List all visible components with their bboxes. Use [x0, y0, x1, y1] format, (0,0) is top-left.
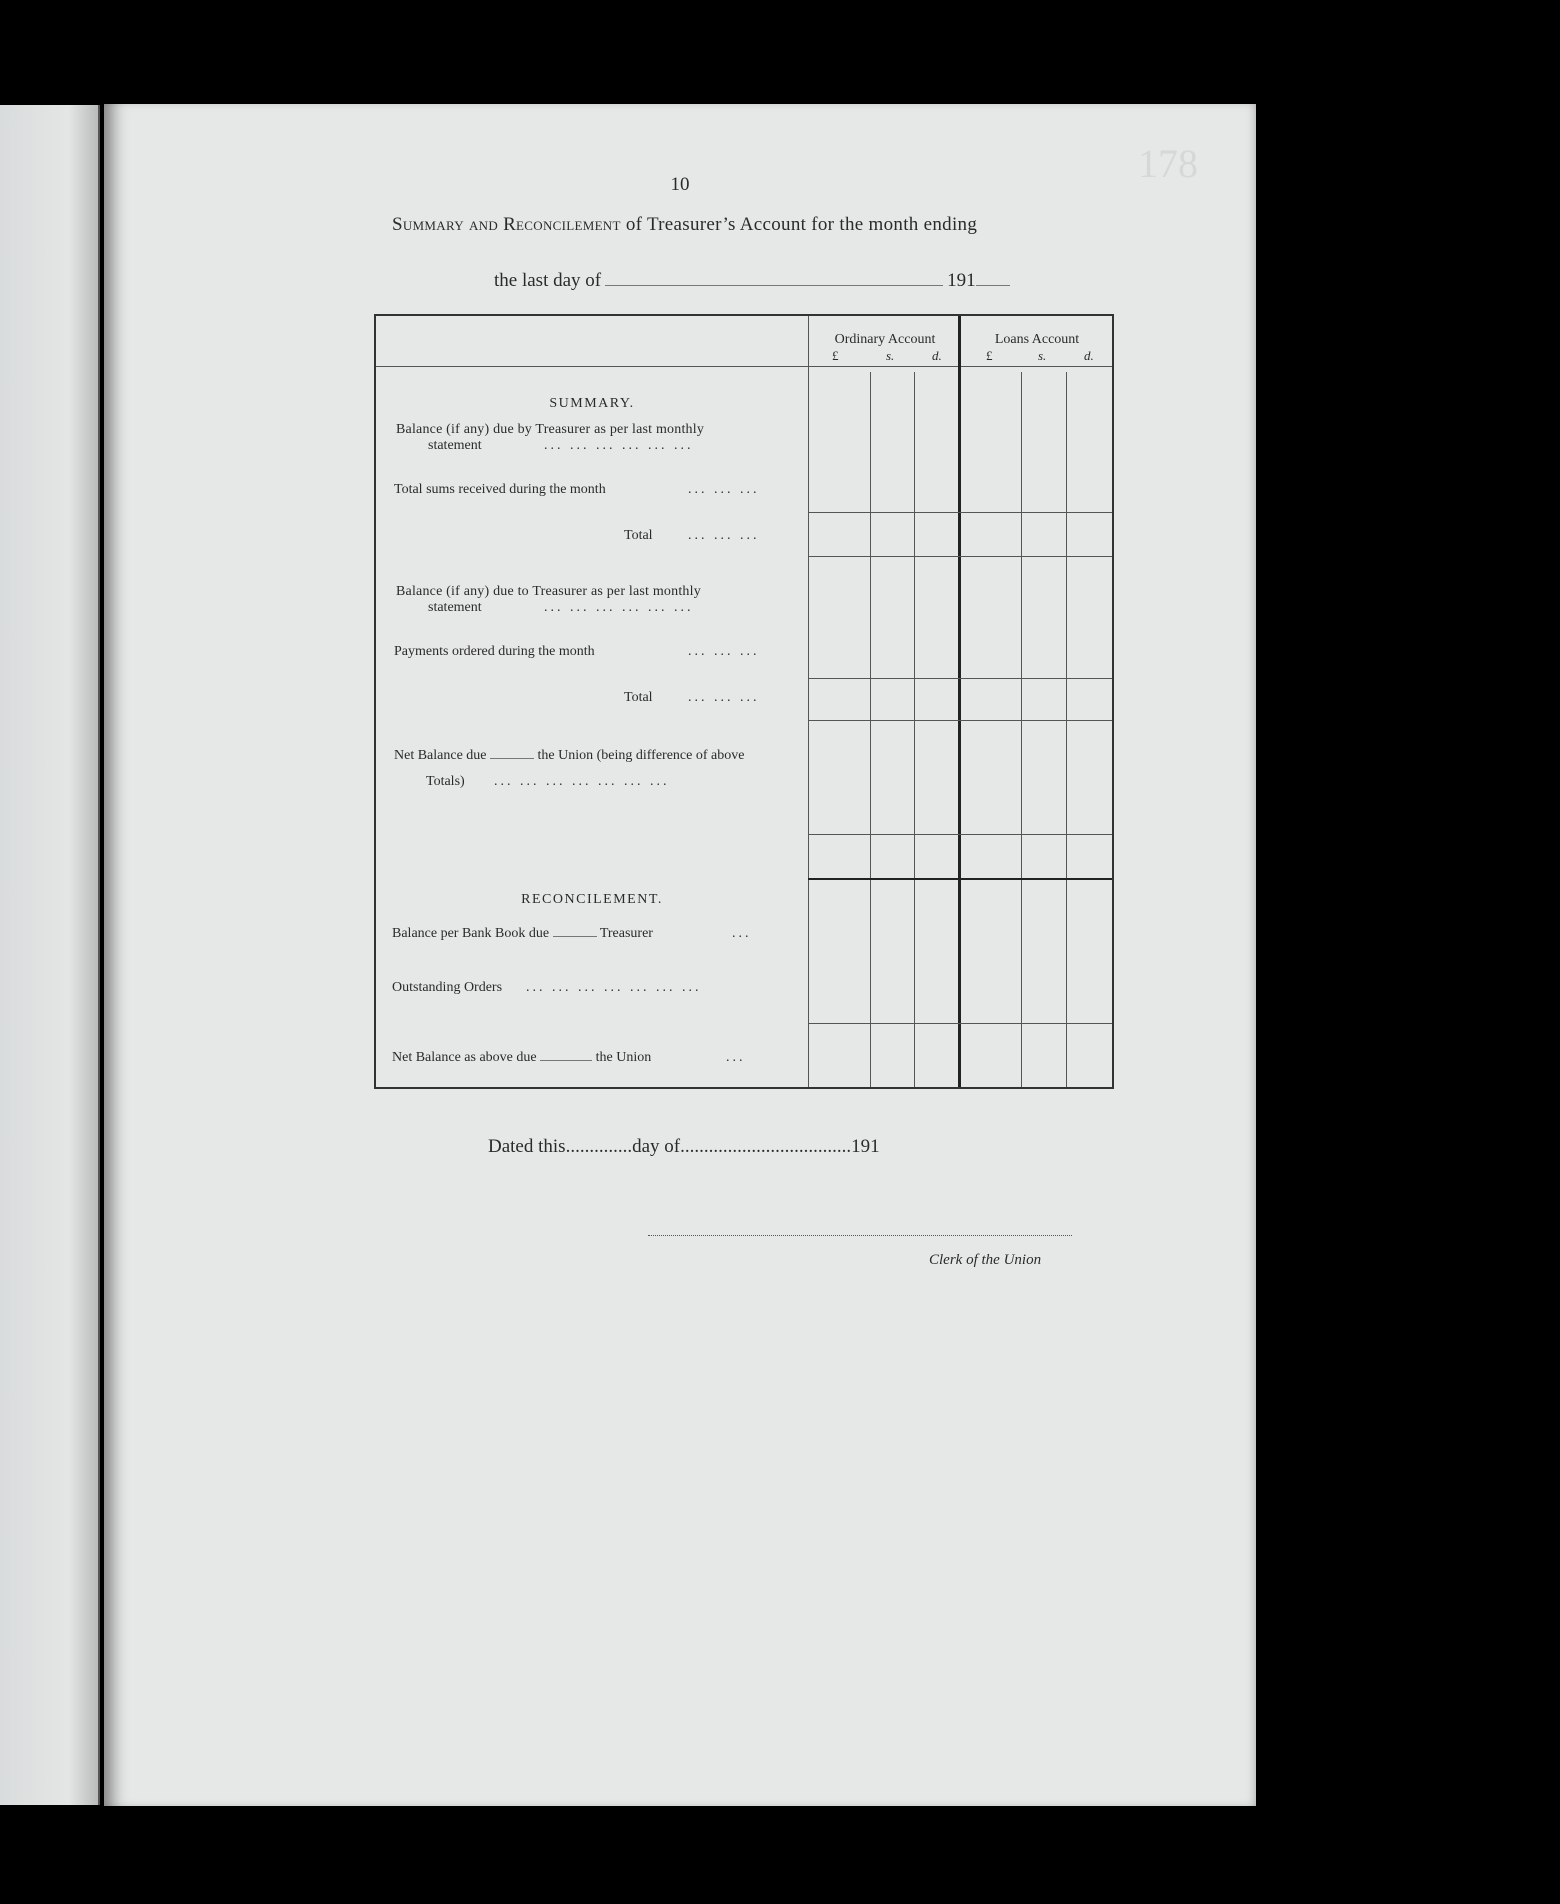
- total-1-label: Total: [624, 528, 653, 543]
- total-1-dots: ... ... ...: [688, 528, 760, 543]
- balance-due-to-dots: ... ... ... ... ... ...: [544, 600, 694, 615]
- total-2-top-rule: [808, 678, 1112, 679]
- dated-line: Dated this..............day of....................................191: [488, 1136, 880, 1157]
- ordinary-shilling-divider: [914, 372, 915, 1087]
- net-balance-line1-a: Net Balance due: [394, 748, 487, 763]
- balance-due-by-dots: ... ... ... ... ... ...: [544, 438, 694, 453]
- page-number: 10: [670, 174, 690, 195]
- loans-pound-label: £: [986, 348, 993, 363]
- ordinary-shilling-label: s.: [886, 348, 895, 363]
- period-line: [494, 270, 1010, 292]
- period-year-blank[interactable]: [976, 285, 1010, 286]
- period-month-blank[interactable]: [605, 285, 943, 286]
- form-page: [104, 104, 1256, 1806]
- net-balance-line1: [394, 748, 744, 764]
- net-balance-line1-b: the Union (being difference of above: [537, 748, 745, 763]
- form-title: [392, 214, 1200, 236]
- bank-book-b: Treasurer: [599, 926, 653, 941]
- bank-book-line: [392, 926, 653, 942]
- account-divider: [958, 316, 961, 1087]
- ordinary-pence-label: d.: [932, 348, 942, 363]
- reconcilement-total-rule: [808, 1023, 1112, 1024]
- summary-end-rule: [808, 878, 1112, 880]
- net-above-line: [392, 1050, 651, 1066]
- form-title-main: Summary and Reconcilement: [392, 214, 621, 235]
- outstanding-orders-dots: ... ... ... ... ... ... ...: [526, 980, 702, 995]
- net-balance-dots: ... ... ... ... ... ... ...: [494, 774, 670, 789]
- header-rule: [376, 366, 1112, 367]
- form-title-rest: of Treasurer’s Account for the month ending: [625, 214, 978, 235]
- bank-book-a: Balance per Bank Book due: [392, 926, 550, 941]
- ordinary-pound-divider: [870, 372, 871, 1087]
- net-above-a: Net Balance as above due: [392, 1050, 537, 1065]
- total-2-label: Total: [624, 690, 653, 705]
- loans-shilling-divider: [1066, 372, 1067, 1087]
- loans-pound-divider: [1021, 372, 1022, 1087]
- clerk-signature-caption: Clerk of the Union: [929, 1252, 1042, 1268]
- ordinary-account-heading: Ordinary Account: [834, 332, 936, 347]
- net-above-b: the Union: [595, 1050, 652, 1065]
- net-balance-line2: Totals): [426, 774, 465, 789]
- loans-pence-label: d.: [1084, 348, 1094, 363]
- total-2-dots: ... ... ...: [688, 690, 760, 705]
- bank-book-dots: ...: [732, 926, 752, 941]
- account-table: [374, 314, 1114, 1089]
- balance-due-by-line1: Balance (if any) due by Treasurer as per last monthly: [396, 422, 705, 437]
- faded-folio-number: 178: [1138, 141, 1198, 186]
- net-above-dots: ...: [726, 1050, 746, 1065]
- signature-line[interactable]: [648, 1235, 1072, 1236]
- total-2-bottom-rule: [808, 720, 1112, 721]
- payments-ordered-dots: ... ... ...: [688, 644, 760, 659]
- reconcilement-heading: RECONCILEMENT.: [521, 892, 663, 907]
- label-column-divider: [808, 316, 809, 1087]
- balance-due-to-line1: Balance (if any) due to Treasurer as per last monthly: [396, 584, 701, 599]
- outstanding-orders-label: Outstanding Orders: [392, 980, 503, 995]
- balance-due-to-line2: statement: [428, 600, 482, 615]
- net-balance-rule: [808, 834, 1112, 835]
- loans-shilling-label: s.: [1038, 348, 1047, 363]
- total-1-top-rule: [808, 512, 1112, 513]
- total-received-label: Total sums received during the month: [394, 482, 606, 497]
- period-year-prefix: 191: [947, 270, 976, 291]
- total-1-bottom-rule: [808, 556, 1112, 557]
- net-above-blank[interactable]: [540, 1060, 592, 1061]
- summary-heading: SUMMARY.: [549, 396, 635, 411]
- loans-account-heading: Loans Account: [994, 332, 1080, 347]
- total-received-dots: ... ... ...: [688, 482, 760, 497]
- net-balance-blank[interactable]: [490, 758, 534, 759]
- balance-due-by-line2: statement: [428, 438, 482, 453]
- previous-page-edge: [0, 105, 100, 1805]
- payments-ordered-label: Payments ordered during the month: [394, 644, 595, 659]
- bank-book-blank[interactable]: [553, 936, 597, 937]
- ordinary-pound-label: £: [832, 348, 839, 363]
- period-prefix: the last day of: [494, 270, 602, 291]
